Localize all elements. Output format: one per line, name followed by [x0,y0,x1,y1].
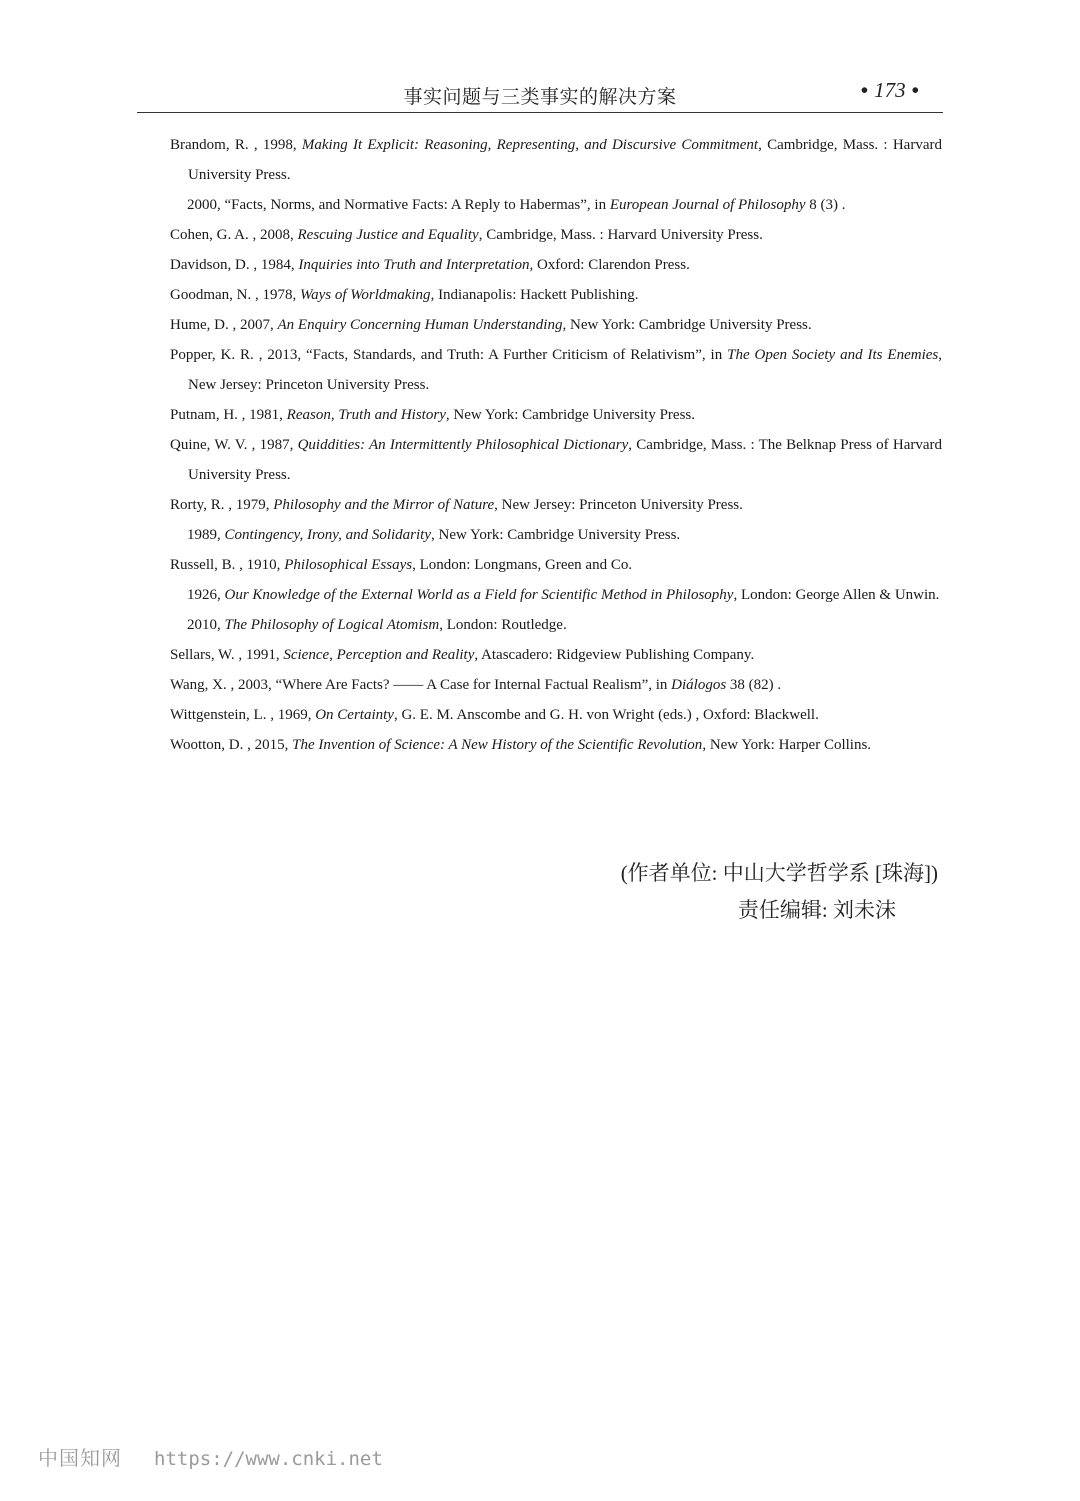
running-header [137,76,943,113]
cnki-watermark [38,1442,383,1471]
reference-entry: Wittgenstein, L. , 1969, On Certainty, G. E. M. Anscombe and G. H. von Wright (eds.) , Oxford: Blackwell. [170,707,819,723]
reference-list [170,130,942,760]
watermark-site-name: 中国知网 [38,1448,122,1470]
reference-entry: Russell, B. , 1910, Philosophical Essays, London: Longmans, Green and Co. [170,557,633,573]
running-title: 事实问题与三类事实的解决方案 [403,87,677,108]
reference-entry: 2000, “Facts, Norms, and Normative Facts: A Reply to Habermas”, in European Journal of Philosophy 8 (3) . [187,197,846,213]
reference-entry: 2010, The Philosophy of Logical Atomism, London: Routledge. [187,617,567,633]
responsible-editor: 责任编辑: 刘未沫 [737,898,896,922]
reference-entry: Goodman, N. , 1978, Ways of Worldmaking, Indianapolis: Hackett Publishing. [170,287,639,303]
reference-entry: Cohen, G. A. , 2008, Rescuing Justice and Equality, Cambridge, Mass. : Harvard University Press. [170,227,763,243]
reference-entry: Putnam, H. , 1981, Reason, Truth and History, New York: Cambridge University Press. [170,407,696,423]
reference-entry: Wang, X. , 2003, “Where Are Facts? —— A Case for Internal Factual Realism”, in Diálogos 38 (82) . [170,677,782,693]
reference-entry: 1989, Contingency, Irony, and Solidarity, New York: Cambridge University Press. [187,527,681,543]
reference-entry: Rorty, R. , 1979, Philosophy and the Mirror of Nature, New Jersey: Princeton University Press. [170,497,743,513]
reference-entry: Popper, K. R. , 2013, “Facts, Standards, and Truth: A Further Criticism of Relativism”, in The Open Society and Its Enemies, New Jersey: Princeton University Press. [170,347,942,393]
reference-entry: Brandom, R. , 1998, Making It Explicit: Reasoning, Representing, and Discursive Commitment, Cambridge, Mass. : Harvard University Press. [170,137,942,183]
reference-entry: Sellars, W. , 1991, Science, Perception and Reality, Atascadero: Ridgeview Publishing Company. [170,647,755,663]
page-number-value: 173 [874,78,906,102]
reference-entry: Quine, W. V. , 1987, Quiddities: An Intermittently Philosophical Dictionary, Cambridge, Mass. : The Belknap Press of Harvard University Press. [170,437,943,483]
reference-entry: Davidson, D. , 1984, Inquiries into Truth and Interpretation, Oxford: Clarendon Press. [170,257,690,273]
author-affiliation: (作者单位: 中山大学哲学系 [珠海]) [620,861,938,885]
reference-entry: 1926, Our Knowledge of the External World as a Field for Scientific Method in Philosophy, London: George Allen & Unwin. [187,587,940,603]
reference-entry: Wootton, D. , 2015, The Invention of Science: A New History of the Scientific Revolution, New York: Harper Collins. [170,737,872,753]
reference-entry: Hume, D. , 2007, An Enquiry Concerning Human Understanding, New York: Cambridge University Press. [170,317,812,333]
watermark-url: https://www.cnki.net [154,1448,383,1470]
page-number: • 173 • [860,78,919,102]
